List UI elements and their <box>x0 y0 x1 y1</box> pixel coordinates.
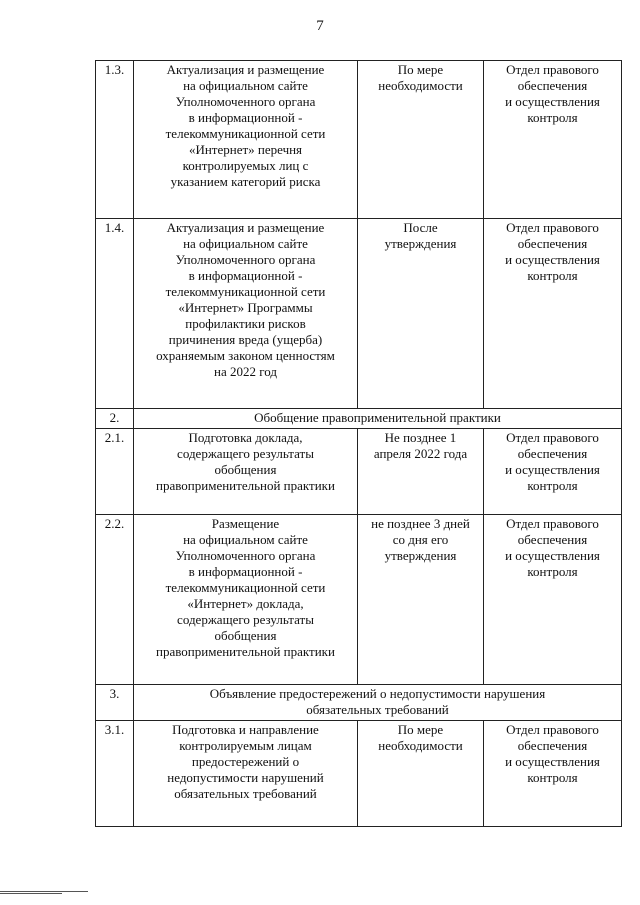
deadline-text: По мере необходимости <box>378 722 463 753</box>
event-cell <box>134 429 358 515</box>
table-row <box>96 219 622 409</box>
section-title: Обобщение правоприменительной практики <box>254 410 501 425</box>
deadline-text: После утверждения <box>384 220 457 251</box>
event-cell <box>134 219 358 409</box>
responsible-text: Отдел правового обеспечения и осуществления контроля <box>505 516 600 579</box>
deadline-text: не позднее 3 дней со дня его утверждения <box>371 516 470 563</box>
deadline-cell <box>358 721 484 827</box>
section-number: 3. <box>96 685 134 721</box>
responsible-text: Отдел правового обеспечения и осуществления контроля <box>505 220 600 283</box>
table-row <box>96 515 622 685</box>
row-number: 3.1. <box>96 721 134 827</box>
row-number: 2.1. <box>96 429 134 515</box>
section-row <box>96 409 622 429</box>
table-row <box>96 721 622 827</box>
event-text: Актуализация и размещение на официальном сайте Уполномоченного органа в информационной - телекоммуникационной сети «Интернет» Программы профилактики рисков причинения вреда (ущерба) охраняемым законом ценностям на 2022 год <box>156 220 335 379</box>
row-number: 2.2. <box>96 515 134 685</box>
section-row <box>96 685 622 721</box>
row-number: 1.4. <box>96 219 134 409</box>
table-row <box>96 429 622 515</box>
responsible-cell <box>484 515 622 685</box>
row-number: 1.3. <box>96 61 134 219</box>
footer-rule-short <box>0 893 62 894</box>
responsible-cell <box>484 61 622 219</box>
section-title: Объявление предостережений о недопустимости нарушения обязательных требований <box>209 686 546 717</box>
responsible-text: Отдел правового обеспечения и осуществления контроля <box>505 62 600 125</box>
measures-table <box>95 60 622 827</box>
responsible-cell <box>484 721 622 827</box>
footer-rule <box>0 891 88 892</box>
deadline-text: По мере необходимости <box>378 62 463 93</box>
section-title-cell <box>134 685 622 721</box>
deadline-cell <box>358 61 484 219</box>
event-cell <box>134 721 358 827</box>
table-row <box>96 61 622 219</box>
event-text: Подготовка доклада, содержащего результаты обобщения правоприменительной практики <box>156 430 335 493</box>
section-number: 2. <box>96 409 134 429</box>
event-cell <box>134 61 358 219</box>
responsible-cell <box>484 429 622 515</box>
deadline-cell <box>358 429 484 515</box>
event-text: Подготовка и направление контролируемым лицам предостережений о недопустимости нарушений обязательных требований <box>167 722 324 801</box>
deadline-text: Не позднее 1 апреля 2022 года <box>373 430 468 461</box>
responsible-text: Отдел правового обеспечения и осуществления контроля <box>505 430 600 493</box>
responsible-text: Отдел правового обеспечения и осуществления контроля <box>505 722 600 785</box>
section-title-cell <box>134 409 622 429</box>
deadline-cell <box>358 219 484 409</box>
responsible-cell <box>484 219 622 409</box>
event-text: Размещение на официальном сайте Уполномоченного органа в информационной - телекоммуникационной сети «Интернет» доклада, содержащего результаты обобщения правоприменительной практики <box>156 516 335 659</box>
page-number: 7 <box>316 18 324 34</box>
deadline-cell <box>358 515 484 685</box>
event-text: Актуализация и размещение на официальном сайте Уполномоченного органа в информационной - телекоммуникационной сети «Интернет» перечня контролируемых лиц с указанием категорий риска <box>165 62 326 189</box>
event-cell <box>134 515 358 685</box>
